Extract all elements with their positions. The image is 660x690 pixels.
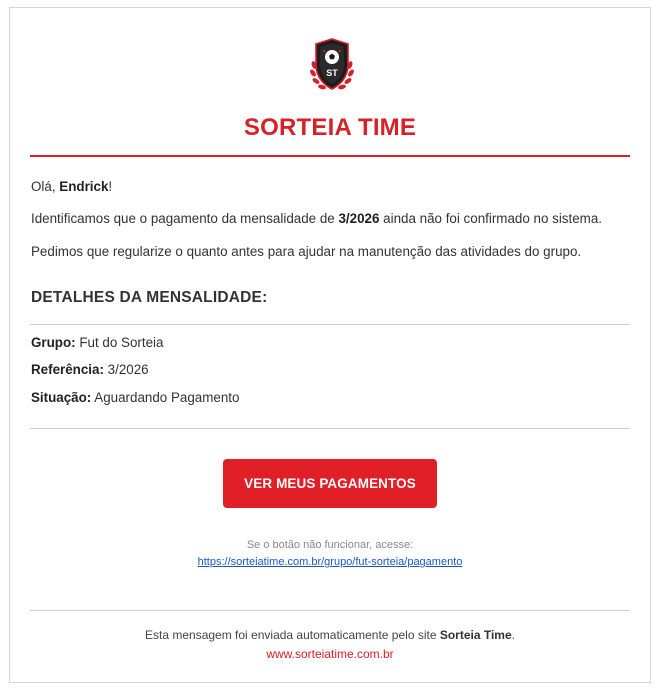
- detail-status-value: Aguardando Pagamento: [91, 390, 240, 405]
- payment-notice: [31, 210, 602, 228]
- notice-suffix: ainda não foi confirmado no sistema.: [379, 211, 602, 226]
- footer-message: [10, 628, 650, 642]
- footer-site-name: Sorteia Time: [439, 628, 512, 642]
- detail-status-label: Situação:: [31, 390, 92, 405]
- detail-group-value: Fut do Sorteia: [75, 335, 164, 350]
- greeting: [31, 178, 112, 196]
- detail-group: [31, 334, 163, 352]
- header-divider: [30, 155, 630, 157]
- details-divider-top: [30, 324, 630, 325]
- view-payments-button[interactable]: VER MEUS PAGAMENTOS: [223, 459, 437, 508]
- detail-group-label: Grupo:: [31, 335, 76, 350]
- notice-reference: 3/2026: [338, 211, 380, 226]
- footer-site-url[interactable]: www.sorteiatime.com.br: [266, 647, 394, 661]
- greeting-suffix: !: [108, 179, 113, 194]
- detail-reference-label: Referência:: [31, 362, 104, 377]
- fallback-link-row: [10, 556, 650, 568]
- details-divider-bottom: [30, 428, 630, 429]
- detail-status: [31, 389, 239, 407]
- sorteia-time-logo-icon: [306, 35, 358, 95]
- detail-reference-value: 3/2026: [103, 362, 149, 377]
- detail-reference: [31, 361, 149, 379]
- notice-prefix: Identificamos que o pagamento da mensalidade de: [31, 211, 339, 226]
- footer-prefix: Esta mensagem foi enviada automaticamente pelo site: [145, 628, 440, 642]
- payment-url-link[interactable]: https://sorteiatime.com.br/grupo/fut-sorteia/pagamento: [197, 556, 463, 568]
- regularize-request: Pedimos que regularize o quanto antes para ajudar na manutenção das atividades do grupo.: [31, 244, 582, 259]
- details-title: DETALHES DA MENSALIDADE:: [31, 289, 268, 306]
- email-container: [9, 7, 651, 683]
- recipient-name: Endrick: [59, 179, 109, 194]
- footer-suffix: .: [511, 628, 515, 642]
- fallback-note: Se o botão não funcionar, acesse:: [246, 539, 414, 551]
- greeting-prefix: Olá,: [31, 179, 60, 194]
- footer-divider: [30, 610, 630, 611]
- svg-text:ST: ST: [326, 68, 338, 78]
- brand-title: SORTEIA TIME: [243, 114, 417, 141]
